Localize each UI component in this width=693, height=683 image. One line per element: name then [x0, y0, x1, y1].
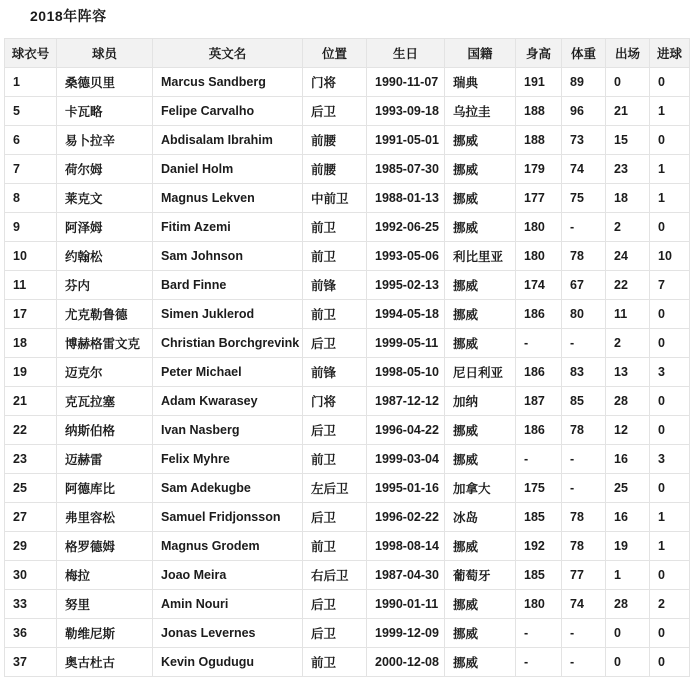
cell-jersey_number: 7 — [5, 155, 57, 184]
header-row — [5, 39, 690, 68]
cell-player_en: Magnus Lekven — [153, 184, 303, 213]
cell-appearances: 18 — [606, 184, 650, 213]
column-header-jersey_number: 球衣号 — [5, 39, 57, 68]
cell-height: 187 — [516, 387, 562, 416]
cell-nationality: 挪威 — [445, 445, 516, 474]
cell-position: 前卫 — [303, 532, 367, 561]
column-header-goals: 进球 — [650, 39, 690, 68]
cell-height: 185 — [516, 561, 562, 590]
cell-birthday: 1991-05-01 — [367, 126, 445, 155]
cell-position: 前锋 — [303, 358, 367, 387]
cell-appearances: 25 — [606, 474, 650, 503]
cell-weight: 78 — [562, 242, 606, 271]
cell-goals: 2 — [650, 590, 690, 619]
column-header-position: 位置 — [303, 39, 367, 68]
cell-height: 177 — [516, 184, 562, 213]
cell-height: 188 — [516, 126, 562, 155]
column-header-player_en: 英文名 — [153, 39, 303, 68]
cell-weight: - — [562, 619, 606, 648]
cell-position: 后卫 — [303, 503, 367, 532]
cell-appearances: 2 — [606, 329, 650, 358]
cell-nationality: 尼日利亚 — [445, 358, 516, 387]
cell-height: - — [516, 329, 562, 358]
table-row — [5, 503, 690, 532]
cell-height: 188 — [516, 97, 562, 126]
cell-weight: 78 — [562, 532, 606, 561]
cell-goals: 1 — [650, 503, 690, 532]
cell-player_cn: 易卜拉辛 — [57, 126, 153, 155]
cell-nationality: 挪威 — [445, 532, 516, 561]
column-header-player_cn: 球员 — [57, 39, 153, 68]
squad-roster-table — [4, 38, 690, 677]
cell-weight: 89 — [562, 68, 606, 97]
cell-jersey_number: 29 — [5, 532, 57, 561]
cell-weight: 74 — [562, 155, 606, 184]
cell-player_en: Simen Juklerod — [153, 300, 303, 329]
cell-weight: 74 — [562, 590, 606, 619]
cell-weight: 67 — [562, 271, 606, 300]
cell-weight: 80 — [562, 300, 606, 329]
table-row — [5, 184, 690, 213]
table-row — [5, 387, 690, 416]
cell-height: 174 — [516, 271, 562, 300]
table-row — [5, 619, 690, 648]
cell-height: 180 — [516, 590, 562, 619]
cell-height: 192 — [516, 532, 562, 561]
cell-position: 前腰 — [303, 126, 367, 155]
table-row — [5, 474, 690, 503]
cell-goals: 10 — [650, 242, 690, 271]
cell-position: 前卫 — [303, 445, 367, 474]
cell-weight: 73 — [562, 126, 606, 155]
table-row — [5, 68, 690, 97]
cell-height: 191 — [516, 68, 562, 97]
cell-birthday: 2000-12-08 — [367, 648, 445, 677]
cell-birthday: 1987-04-30 — [367, 561, 445, 590]
cell-position: 前卫 — [303, 213, 367, 242]
cell-appearances: 22 — [606, 271, 650, 300]
cell-goals: 0 — [650, 213, 690, 242]
cell-jersey_number: 11 — [5, 271, 57, 300]
cell-appearances: 0 — [606, 68, 650, 97]
cell-birthday: 1992-06-25 — [367, 213, 445, 242]
cell-jersey_number: 23 — [5, 445, 57, 474]
cell-player_cn: 博赫格雷文克 — [57, 329, 153, 358]
table-row — [5, 445, 690, 474]
table-body — [5, 68, 690, 677]
cell-birthday: 1990-11-07 — [367, 68, 445, 97]
cell-nationality: 挪威 — [445, 619, 516, 648]
cell-player_cn: 迈赫雷 — [57, 445, 153, 474]
cell-appearances: 13 — [606, 358, 650, 387]
cell-jersey_number: 36 — [5, 619, 57, 648]
cell-jersey_number: 10 — [5, 242, 57, 271]
cell-position: 前腰 — [303, 155, 367, 184]
cell-jersey_number: 27 — [5, 503, 57, 532]
cell-player_en: Felix Myhre — [153, 445, 303, 474]
cell-weight: 75 — [562, 184, 606, 213]
table-row — [5, 155, 690, 184]
cell-goals: 7 — [650, 271, 690, 300]
cell-jersey_number: 22 — [5, 416, 57, 445]
cell-player_en: Magnus Grodem — [153, 532, 303, 561]
cell-goals: 0 — [650, 329, 690, 358]
cell-player_cn: 克瓦拉塞 — [57, 387, 153, 416]
cell-goals: 0 — [650, 387, 690, 416]
cell-position: 后卫 — [303, 619, 367, 648]
table-row — [5, 358, 690, 387]
cell-birthday: 1994-05-18 — [367, 300, 445, 329]
cell-nationality: 挪威 — [445, 590, 516, 619]
cell-position: 后卫 — [303, 329, 367, 358]
cell-birthday: 1988-01-13 — [367, 184, 445, 213]
cell-height: 175 — [516, 474, 562, 503]
cell-weight: 96 — [562, 97, 606, 126]
cell-nationality: 葡萄牙 — [445, 561, 516, 590]
cell-player_en: Jonas Levernes — [153, 619, 303, 648]
cell-appearances: 19 — [606, 532, 650, 561]
cell-player_en: Bard Finne — [153, 271, 303, 300]
page-title: 2018年阵容 — [30, 8, 107, 24]
table-row — [5, 271, 690, 300]
cell-goals: 0 — [650, 68, 690, 97]
cell-appearances: 16 — [606, 503, 650, 532]
table-header — [5, 39, 690, 68]
table-row — [5, 242, 690, 271]
cell-player_cn: 弗里容松 — [57, 503, 153, 532]
cell-jersey_number: 21 — [5, 387, 57, 416]
cell-jersey_number: 17 — [5, 300, 57, 329]
cell-goals: 0 — [650, 474, 690, 503]
cell-position: 右后卫 — [303, 561, 367, 590]
cell-height: 186 — [516, 300, 562, 329]
cell-player_en: Peter Michael — [153, 358, 303, 387]
cell-goals: 3 — [650, 445, 690, 474]
cell-nationality: 冰岛 — [445, 503, 516, 532]
cell-height: 179 — [516, 155, 562, 184]
cell-appearances: 28 — [606, 387, 650, 416]
cell-birthday: 1985-07-30 — [367, 155, 445, 184]
cell-weight: 83 — [562, 358, 606, 387]
cell-player_en: Sam Adekugbe — [153, 474, 303, 503]
cell-position: 后卫 — [303, 416, 367, 445]
cell-position: 前卫 — [303, 648, 367, 677]
cell-player_cn: 奥古杜古 — [57, 648, 153, 677]
cell-nationality: 利比里亚 — [445, 242, 516, 271]
cell-player_en: Felipe Carvalho — [153, 97, 303, 126]
table-row — [5, 561, 690, 590]
table-row — [5, 300, 690, 329]
cell-height: 186 — [516, 416, 562, 445]
cell-player_en: Christian Borchgrevink — [153, 329, 303, 358]
column-header-nationality: 国籍 — [445, 39, 516, 68]
cell-position: 前锋 — [303, 271, 367, 300]
cell-player_en: Daniel Holm — [153, 155, 303, 184]
cell-weight: - — [562, 474, 606, 503]
column-header-weight: 体重 — [562, 39, 606, 68]
table-row — [5, 590, 690, 619]
cell-player_cn: 阿德库比 — [57, 474, 153, 503]
cell-height: 180 — [516, 213, 562, 242]
cell-nationality: 挪威 — [445, 648, 516, 677]
cell-appearances: 23 — [606, 155, 650, 184]
cell-birthday: 1996-04-22 — [367, 416, 445, 445]
cell-player_cn: 尤克勒鲁德 — [57, 300, 153, 329]
table-row — [5, 532, 690, 561]
cell-player_cn: 迈克尔 — [57, 358, 153, 387]
cell-jersey_number: 33 — [5, 590, 57, 619]
cell-position: 后卫 — [303, 590, 367, 619]
cell-height: - — [516, 445, 562, 474]
cell-goals: 0 — [650, 126, 690, 155]
cell-nationality: 挪威 — [445, 213, 516, 242]
cell-player_en: Adam Kwarasey — [153, 387, 303, 416]
cell-weight: - — [562, 648, 606, 677]
cell-appearances: 21 — [606, 97, 650, 126]
cell-player_cn: 荷尔姆 — [57, 155, 153, 184]
cell-jersey_number: 5 — [5, 97, 57, 126]
cell-player_cn: 格罗德姆 — [57, 532, 153, 561]
table-row — [5, 213, 690, 242]
cell-nationality: 挪威 — [445, 126, 516, 155]
cell-appearances: 24 — [606, 242, 650, 271]
table-row — [5, 97, 690, 126]
cell-nationality: 乌拉圭 — [445, 97, 516, 126]
cell-goals: 1 — [650, 184, 690, 213]
cell-player_cn: 努里 — [57, 590, 153, 619]
cell-player_cn: 纳斯伯格 — [57, 416, 153, 445]
cell-position: 左后卫 — [303, 474, 367, 503]
cell-height: - — [516, 619, 562, 648]
cell-position: 前卫 — [303, 300, 367, 329]
cell-player_cn: 卡瓦略 — [57, 97, 153, 126]
cell-appearances: 28 — [606, 590, 650, 619]
cell-nationality: 挪威 — [445, 329, 516, 358]
cell-height: 185 — [516, 503, 562, 532]
cell-appearances: 16 — [606, 445, 650, 474]
cell-position: 门将 — [303, 68, 367, 97]
cell-goals: 0 — [650, 416, 690, 445]
cell-player_en: Samuel Fridjonsson — [153, 503, 303, 532]
cell-jersey_number: 9 — [5, 213, 57, 242]
cell-player_en: Marcus Sandberg — [153, 68, 303, 97]
cell-birthday: 1998-05-10 — [367, 358, 445, 387]
cell-jersey_number: 30 — [5, 561, 57, 590]
cell-jersey_number: 25 — [5, 474, 57, 503]
cell-birthday: 1999-05-11 — [367, 329, 445, 358]
cell-nationality: 挪威 — [445, 184, 516, 213]
cell-weight: - — [562, 445, 606, 474]
cell-weight: - — [562, 329, 606, 358]
cell-jersey_number: 37 — [5, 648, 57, 677]
cell-nationality: 挪威 — [445, 155, 516, 184]
cell-position: 后卫 — [303, 97, 367, 126]
cell-jersey_number: 6 — [5, 126, 57, 155]
cell-weight: 85 — [562, 387, 606, 416]
cell-birthday: 1993-05-06 — [367, 242, 445, 271]
cell-goals: 0 — [650, 648, 690, 677]
cell-birthday: 1999-12-09 — [367, 619, 445, 648]
column-header-appearances: 出场 — [606, 39, 650, 68]
cell-player_en: Amin Nouri — [153, 590, 303, 619]
cell-nationality: 挪威 — [445, 416, 516, 445]
cell-nationality: 瑞典 — [445, 68, 516, 97]
cell-player_cn: 芬内 — [57, 271, 153, 300]
cell-birthday: 1996-02-22 — [367, 503, 445, 532]
cell-appearances: 1 — [606, 561, 650, 590]
cell-player_en: Joao Meira — [153, 561, 303, 590]
cell-birthday: 1995-02-13 — [367, 271, 445, 300]
cell-goals: 0 — [650, 300, 690, 329]
cell-nationality: 挪威 — [445, 271, 516, 300]
cell-weight: 78 — [562, 416, 606, 445]
cell-jersey_number: 18 — [5, 329, 57, 358]
cell-goals: 1 — [650, 532, 690, 561]
cell-player_cn: 莱克文 — [57, 184, 153, 213]
cell-height: 186 — [516, 358, 562, 387]
cell-nationality: 加纳 — [445, 387, 516, 416]
column-header-height: 身高 — [516, 39, 562, 68]
cell-appearances: 15 — [606, 126, 650, 155]
cell-weight: - — [562, 213, 606, 242]
cell-birthday: 1998-08-14 — [367, 532, 445, 561]
cell-player_en: Abdisalam Ibrahim — [153, 126, 303, 155]
cell-nationality: 加拿大 — [445, 474, 516, 503]
cell-goals: 3 — [650, 358, 690, 387]
cell-goals: 0 — [650, 619, 690, 648]
cell-player_en: Fitim Azemi — [153, 213, 303, 242]
cell-appearances: 0 — [606, 648, 650, 677]
cell-goals: 1 — [650, 155, 690, 184]
cell-jersey_number: 1 — [5, 68, 57, 97]
cell-birthday: 1987-12-12 — [367, 387, 445, 416]
cell-height: - — [516, 648, 562, 677]
cell-height: 180 — [516, 242, 562, 271]
cell-jersey_number: 19 — [5, 358, 57, 387]
cell-player_cn: 约翰松 — [57, 242, 153, 271]
cell-player_en: Kevin Ogudugu — [153, 648, 303, 677]
cell-player_cn: 勒维尼斯 — [57, 619, 153, 648]
cell-birthday: 1999-03-04 — [367, 445, 445, 474]
cell-appearances: 11 — [606, 300, 650, 329]
cell-jersey_number: 8 — [5, 184, 57, 213]
cell-goals: 0 — [650, 561, 690, 590]
cell-birthday: 1990-01-11 — [367, 590, 445, 619]
column-header-birthday: 生日 — [367, 39, 445, 68]
cell-player_cn: 阿泽姆 — [57, 213, 153, 242]
cell-appearances: 0 — [606, 619, 650, 648]
cell-appearances: 12 — [606, 416, 650, 445]
table-row — [5, 416, 690, 445]
cell-player_en: Sam Johnson — [153, 242, 303, 271]
cell-player_cn: 桑德贝里 — [57, 68, 153, 97]
cell-player_cn: 梅拉 — [57, 561, 153, 590]
cell-weight: 78 — [562, 503, 606, 532]
cell-weight: 77 — [562, 561, 606, 590]
cell-player_en: Ivan Nasberg — [153, 416, 303, 445]
cell-position: 中前卫 — [303, 184, 367, 213]
cell-birthday: 1993-09-18 — [367, 97, 445, 126]
table-row — [5, 648, 690, 677]
cell-position: 前卫 — [303, 242, 367, 271]
cell-nationality: 挪威 — [445, 300, 516, 329]
cell-birthday: 1995-01-16 — [367, 474, 445, 503]
table-row — [5, 126, 690, 155]
cell-appearances: 2 — [606, 213, 650, 242]
cell-goals: 1 — [650, 97, 690, 126]
cell-position: 门将 — [303, 387, 367, 416]
table-row — [5, 329, 690, 358]
